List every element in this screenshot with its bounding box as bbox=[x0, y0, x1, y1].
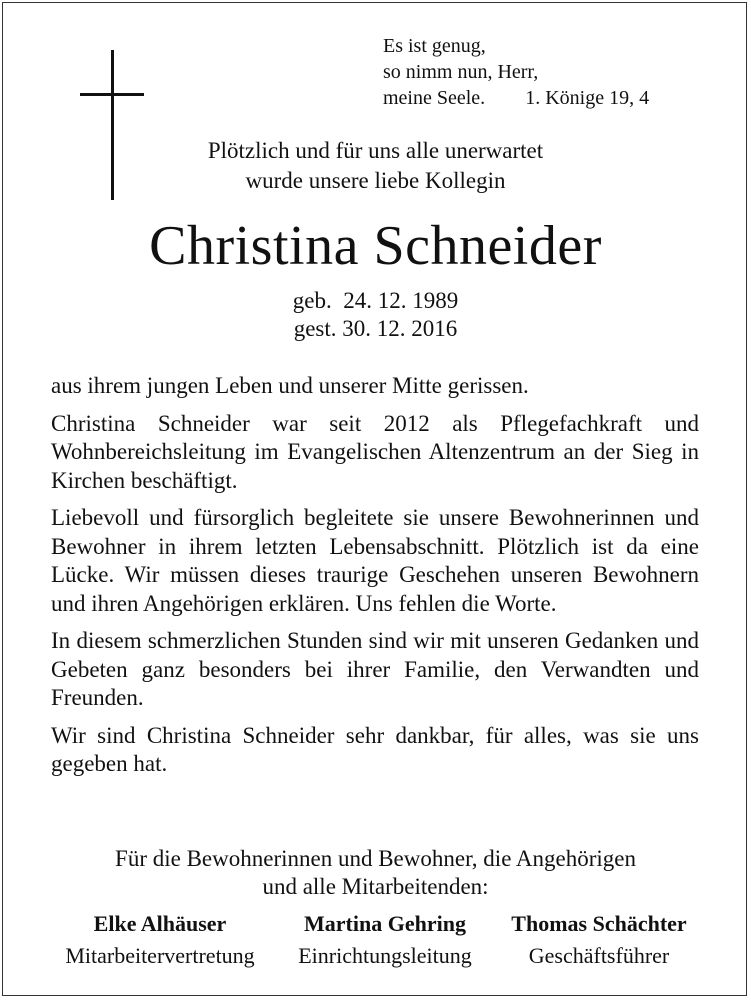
body-paragraph: Liebevoll und fürsorglich begleitete sie unsere Bewohnerinnen und Bewohner in ihrem letzten Lebensabschnitt. Plötzlich ist da eine Lücke. Wir müssen dieses traurige Geschehen unseren Bewohnern und ihren Angehörigen erklären. Uns fehlen die Worte. bbox=[51, 505, 699, 616]
verse-line: so nimm nun, Herr, bbox=[383, 61, 539, 83]
footer-line: und alle Mitarbeitenden: bbox=[262, 874, 489, 899]
bible-verse bbox=[383, 33, 649, 111]
verse-line-text: meine Seele. bbox=[383, 87, 486, 109]
footer-dedication bbox=[0, 845, 751, 901]
intro-text bbox=[0, 136, 751, 196]
death-date: gest. 30. 12. 2016 bbox=[293, 316, 458, 341]
body-paragraph: Wir sind Christina Schneider sehr dankbar, für alles, was sie uns gegeben hat. bbox=[51, 722, 699, 776]
birth-date: geb. 24. 12. 1989 bbox=[292, 288, 459, 313]
signer-role: Einrichtungsleitung bbox=[298, 943, 472, 968]
signer-role: Geschäftsführer bbox=[528, 943, 670, 968]
notice-body bbox=[51, 372, 699, 788]
signer bbox=[282, 908, 488, 972]
verse-line: Es ist genug, bbox=[383, 35, 486, 57]
body-paragraph: In diesem schmerzlichen Stunden sind wir mit unseren Gedanken und Gebeten ganz besonders bei ihrer Familie, den Verwandten und Freunden. bbox=[51, 628, 699, 710]
verse-line bbox=[383, 85, 649, 111]
deceased-name: Christina Schneider bbox=[149, 215, 602, 277]
life-dates bbox=[0, 287, 751, 343]
body-paragraph: Christina Schneider war seit 2012 als Pflegefachkraft und Wohnbereichsleitung im Evangelischen Altenzentrum an der Sieg in Kirchen beschäftigt. bbox=[51, 410, 699, 493]
verse-reference: 1. Könige 19, 4 bbox=[525, 87, 650, 109]
signer-name: Thomas Schächter bbox=[511, 911, 687, 936]
footer-line: Für die Bewohnerinnen und Bewohner, die Angehörigen bbox=[115, 846, 636, 871]
signer-role: Mitarbeitervertretung bbox=[65, 943, 255, 968]
signer bbox=[50, 908, 270, 972]
intro-line: Plötzlich und für uns alle unerwartet bbox=[207, 138, 544, 163]
intro-line: wurde unsere liebe Kollegin bbox=[245, 168, 506, 193]
signer-name: Martina Gehring bbox=[304, 911, 466, 936]
signer-name: Elke Alhäuser bbox=[93, 911, 227, 936]
signer bbox=[494, 908, 704, 972]
body-first-line: aus ihrem jungen Leben und unserer Mitte gerissen. bbox=[51, 373, 529, 398]
